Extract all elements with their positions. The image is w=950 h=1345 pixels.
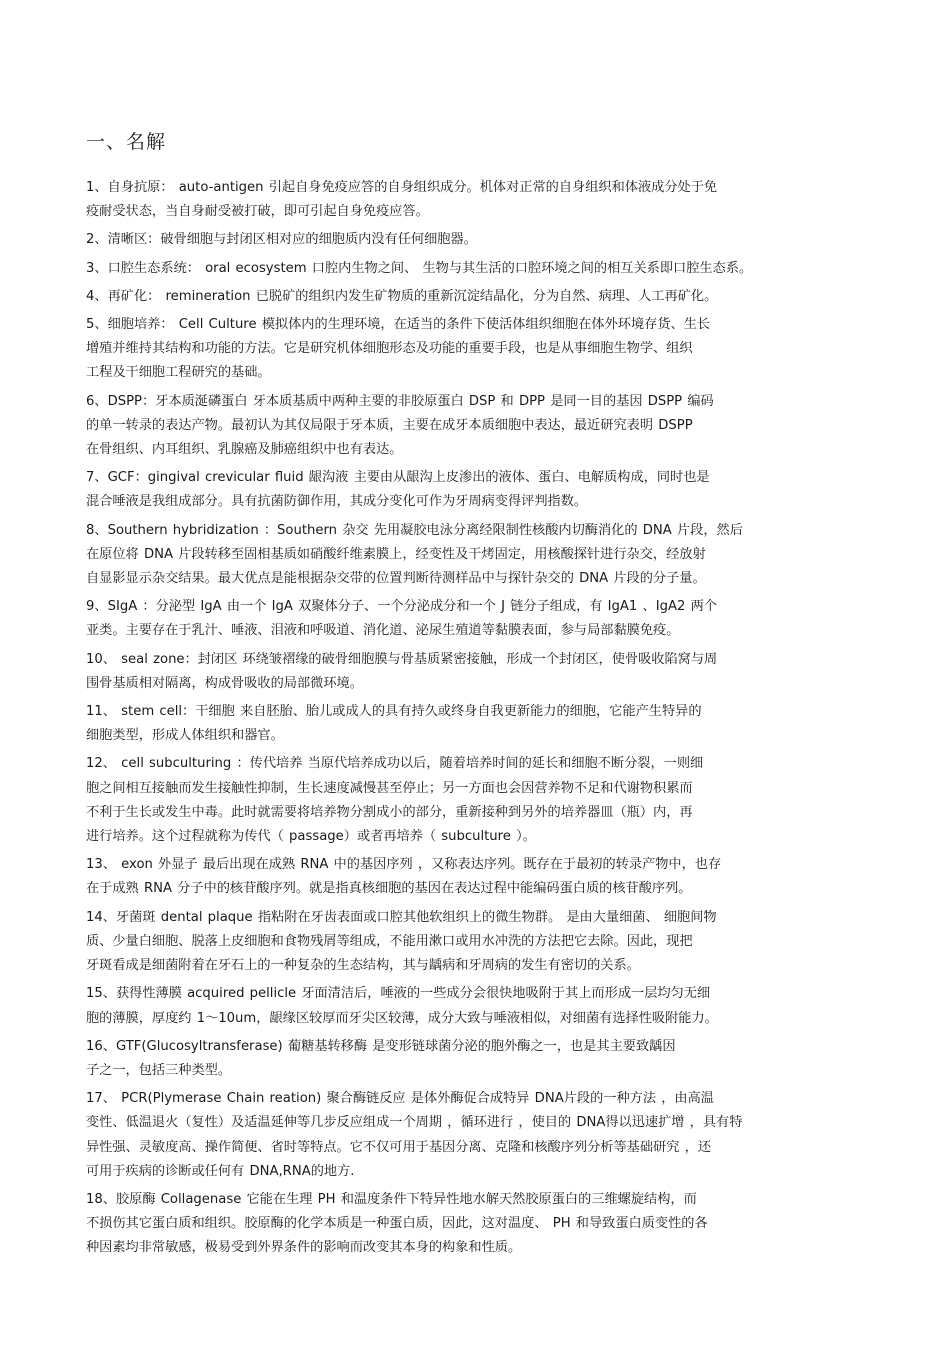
definition-entry (86, 313, 866, 386)
definition-line: 13、 exon 外显子 最后出现在成熟 RNA 中的基因序列 ，又称表达序列。既存在于最初的转录产物中，也存 (86, 857, 722, 873)
definition-line: 不损伤其它蛋白质和组织。胶原酶的化学本质是一种蛋白质，因此，这对温度、 PH 和导致蛋白质变性的各 (86, 1216, 708, 1232)
definition-line: 疫耐受状态，当自身耐受被打破，即可引起自身免疫应答。 (86, 204, 429, 220)
definition-line: 16、GTF(Glucosyltransferase) 葡糖基转移酶 是变形链球菌分泌的胞外酶之一，也是其主要致龋因 (86, 1038, 676, 1054)
definition-line: 6、DSPP：牙本质涎磷蛋白 牙本质基质中两种主要的非胶原蛋白 DSP 和 DPP 是同一目的基因 DSPP 编码 (86, 393, 714, 409)
definition-line: 混合唾液是我组成部分。具有抗菌防御作用，其成分变化可作为牙周病变得评判指数。 (86, 494, 588, 510)
definition-line: 14、牙菌斑 dental plaque 指粘附在牙齿表面或口腔其他软组织上的微生物群。 是由大量细菌、 细胞间物 (86, 909, 717, 925)
definition-line: 变性、低温退火（复性）及适温延伸等几步反应组成一个周期 ，循环进行 ，使目的 DNA得以迅速扩增 ，具有特 (86, 1115, 743, 1131)
definition-line: 自显影显示杂交结果。最大优点是能根据杂交带的位置判断待测样品中与探针杂交的 DNA 片段的分子量。 (86, 571, 706, 587)
definition-entry (86, 1188, 866, 1261)
definition-line: 进行培养。这个过程就称为传代（ passage）或者再培养（ subculture ）。 (86, 829, 536, 845)
definition-entry (86, 853, 866, 901)
definition-line: 牙斑看成是细菌附着在牙石上的一种复杂的生态结构，其与龋病和牙周病的发生有密切的关系。 (86, 958, 640, 974)
definition-line: 胞之间相互接触而发生接触性抑制，生长速度减慢甚至停止；另一方面也会因营养物不足和代谢物积累而 (86, 780, 693, 796)
definition-entry (86, 257, 866, 281)
definition-line: 7、GCF：gingival crevicular fluid 龈沟液 主要由从龈沟上皮渗出的液体、蛋白、电解质构成，同时也是 (86, 470, 710, 486)
definition-entry (86, 752, 866, 849)
definition-line: 可用于疾病的诊断或任何有 DNA,RNA的地方. (86, 1163, 355, 1179)
definition-line: 种因素均非常敏感，极易受到外界条件的影响而改变其本身的构象和性质。 (86, 1240, 522, 1256)
definition-entry (86, 466, 866, 514)
definition-line: 3、口腔生态系统： oral ecosystem 口腔内生物之间、 生物与其生活的口腔环境之间的相互关系即口腔生态系。 (86, 260, 753, 276)
section-heading: 一、名解 (86, 131, 167, 153)
definition-line: 胞的薄膜，厚度约 1～10um，龈缘区较厚而牙尖区较薄，成分大致与唾液相似，对细菌有选择性吸附能力。 (86, 1010, 718, 1026)
definition-list (86, 176, 866, 1261)
definition-line: 1、自身抗原： auto-antigen 引起自身免疫应答的自身组织成分。机体对正常的自身组织和体液成分处于免 (86, 180, 718, 195)
definition-line: 5、细胞培养： Cell Culture 模拟体内的生理环境，在适当的条件下使活体组织细胞在体外环境存货、生长 (86, 317, 711, 333)
definition-line: 4、再矿化： remineration 已脱矿的组织内发生矿物质的重新沉淀结晶化，分为自然、病理、人工再矿化。 (86, 288, 718, 304)
definition-entry (86, 228, 866, 252)
definition-line: 工程及干细胞工程研究的基础。 (86, 365, 271, 381)
definition-entry (86, 519, 866, 592)
definition-line: 17、 PCR(Plymerase Chain reation) 聚合酶链反应 是体外酶促合成特异 DNA片段的一种方法 ，由高温 (86, 1091, 714, 1107)
definition-line: 18、胶原酶 Collagenase 它能在生理 PH 和温度条件下特异性地水解天然胶原蛋白的三维螺旋结构，而 (86, 1191, 697, 1207)
definition-entry (86, 700, 866, 748)
definition-entry (86, 982, 866, 1030)
definition-entry (86, 595, 866, 643)
definition-entry (86, 390, 866, 463)
definition-line: 15、获得性薄膜 acquired pellicle 牙面清洁后，唾液的一些成分会很快地吸附于其上而形成一层均匀无细 (86, 986, 711, 1002)
definition-line: 细胞类型，形成人体组织和器官。 (86, 728, 284, 744)
definition-entry (86, 1035, 866, 1083)
definition-line: 11、 stem cell：干细胞 来自胚胎、胎儿或成人的具有持久或终身自我更新能力的细胞，它能产生特异的 (86, 704, 702, 720)
definition-line: 异性强、灵敏度高、操作简便、省时等特点。它不仅可用于基因分离、克隆和核酸序列分析等基础研究 ，还 (86, 1139, 712, 1155)
definition-entry (86, 1087, 866, 1184)
definition-line: 9、SIgA ：分泌型 IgA 由一个 IgA 双聚体分子、一个分泌成分和一个 J 链分子组成，有 IgA1 、IgA2 两个 (86, 599, 717, 615)
definition-entry (86, 648, 866, 696)
definition-entry (86, 285, 866, 309)
definition-line: 在于成熟 RNA 分子中的核苷酸序列。就是指真核细胞的基因在表达过程中能编码蛋白质的核苷酸序列。 (86, 881, 692, 897)
definition-line: 围骨基质相对隔离，构成骨吸收的局部微环境。 (86, 675, 363, 691)
definition-line: 2、清晰区：破骨细胞与封闭区相对应的细胞质内没有任何细胞器。 (86, 232, 477, 248)
definition-line: 8、Southern hybridization ：Southern 杂交 先用凝胶电泳分离经限制性核酸内切酶消化的 DNA 片段，然后 (86, 522, 743, 538)
definition-line: 在骨组织、内耳组织、乳腺癌及肺癌组织中也有表达。 (86, 442, 403, 458)
definition-entry (86, 906, 866, 979)
definition-line: 质、少量白细胞、脱落上皮细胞和食物残屑等组成，不能用漱口或用水冲洗的方法把它去除。因此，现把 (86, 933, 693, 949)
definition-line: 12、 cell subculturing ：传代培养 当原代培养成功以后，随着培养时间的延长和细胞不断分裂，一则细 (86, 756, 704, 772)
definition-line: 在原位将 DNA 片段转移至固相基质如硝酸纤维素膜上，经变性及干烤固定，用核酸探针进行杂交，经放射 (86, 546, 706, 562)
document-page (86, 128, 866, 1265)
definition-line: 不利于生长或发生中毒。此时就需要将培养物分割成小的部分，重新接种到另外的培养器皿（瓶）内，再 (86, 804, 693, 820)
definition-line: 的单一转录的表达产物。最初认为其仅局限于牙本质，主要在成牙本质细胞中表达，最近研究表明 DSPP (86, 417, 693, 433)
definition-line: 10、 seal zone：封闭区 环绕皱褶缘的破骨细胞膜与骨基质紧密接触，形成一个封闭区，使骨吸收陷窝与周 (86, 651, 718, 667)
definition-entry (86, 176, 866, 224)
definition-line: 增殖并维持其结构和功能的方法。它是研究机体细胞形态及功能的重要手段，也是从事细胞生物学、组织 (86, 341, 693, 357)
definition-line: 子之一，包括三种类型。 (86, 1062, 232, 1078)
definition-line: 亚类。主要存在于乳汁、唾液、泪液和呼吸道、消化道、泌尿生殖道等黏膜表面，参与局部黏膜免疫。 (86, 623, 680, 639)
